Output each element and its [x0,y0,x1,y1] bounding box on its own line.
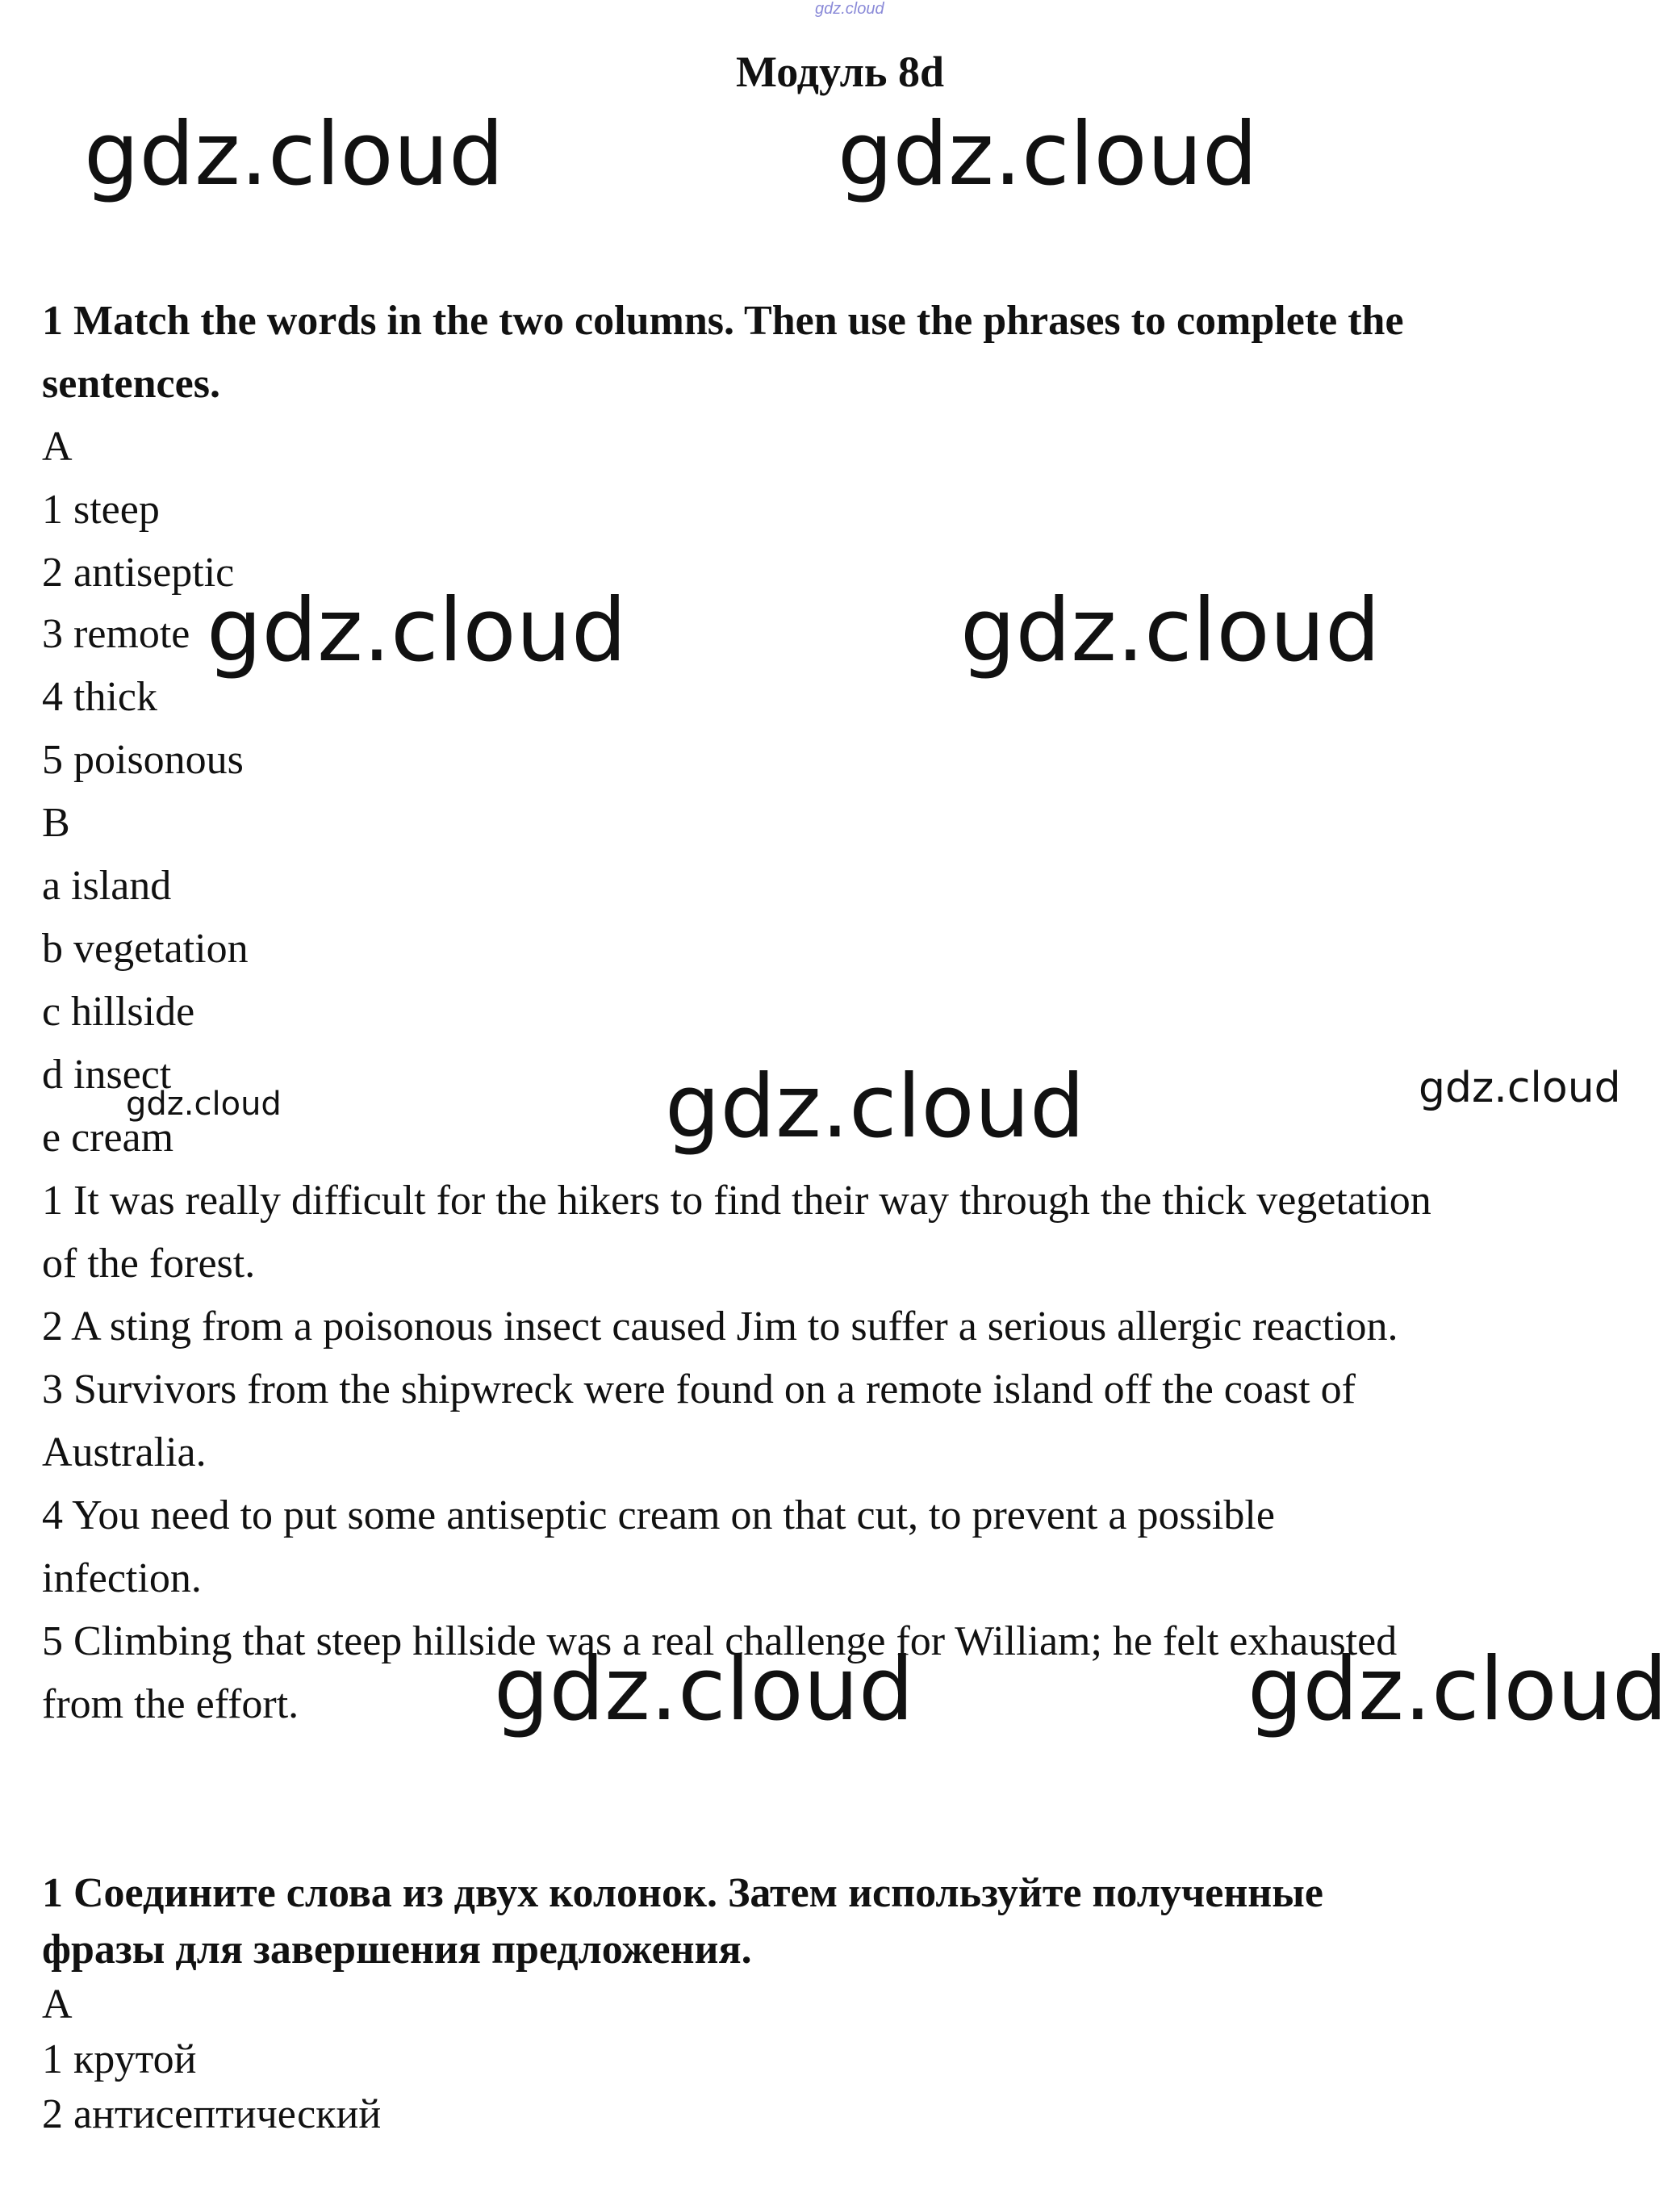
column-b-item: e cream [42,1115,174,1161]
task-instruction-en: 1 Match the words in the two columns. Then use the phrases to complete the [42,298,1404,344]
sentence-line: 1 It was really difficult for the hikers to find their way through the thick vegetation [42,1178,1431,1224]
column-b-item: a island [42,863,172,909]
task-instruction-ru-cont: фразы для завершения предложения. [42,1927,752,1973]
column-b-item: b vegetation [42,926,249,972]
watermark: gdz.cloud [1419,1064,1621,1112]
watermark: gdz.cloud [665,1057,1085,1157]
watermark: gdz.cloud [207,580,627,681]
sentence-line: infection. [42,1555,202,1601]
column-a-item-ru: 1 крутой [42,2036,197,2082]
column-b-item: c hillside [42,989,195,1035]
watermark: gdz.cloud [494,1639,914,1740]
watermark: gdz.cloud [1247,1639,1668,1740]
column-a-item-ru: 2 антисептический [42,2091,382,2137]
watermark: gdz.cloud [126,1086,282,1123]
column-a-item: 5 poisonous [42,737,244,783]
sentence-line: 2 A sting from a poisonous insect caused Jim to suffer a serious allergic reaction. [42,1304,1398,1350]
top-watermark: gdz.cloud [815,0,884,18]
sentence-line: 3 Survivors from the shipwreck were found on a remote island off the coast of [42,1366,1356,1412]
task-instruction-en-cont: sentences. [42,361,220,407]
sentence-line: 5 Climbing that steep hillside was a real challenge for William; he felt exhausted [42,1618,1398,1664]
watermark: gdz.cloud [960,580,1381,681]
column-a-item: 2 antiseptic [42,550,235,596]
column-b-item: d insect [42,1052,172,1098]
sentence-line: 4 You need to put some antiseptic cream on that cut, to prevent a possible [42,1492,1275,1538]
sentence-line: from the effort. [42,1681,299,1727]
watermark: gdz.cloud [84,104,504,205]
sentence-line: Australia. [42,1429,207,1475]
page-title: Модуль 8d [735,48,945,96]
column-a-item: 3 remote [42,611,190,657]
task-instruction-ru: 1 Соедините слова из двух колонок. Затем используйте полученные [42,1870,1323,1916]
column-a-item: 1 steep [42,487,160,533]
sentence-line: of the forest. [42,1241,256,1287]
column-b-label: B [42,800,70,846]
watermark: gdz.cloud [838,104,1258,205]
column-a-label: A [42,424,73,470]
column-a-label-ru: А [42,1981,73,2028]
column-a-item: 4 thick [42,674,157,720]
